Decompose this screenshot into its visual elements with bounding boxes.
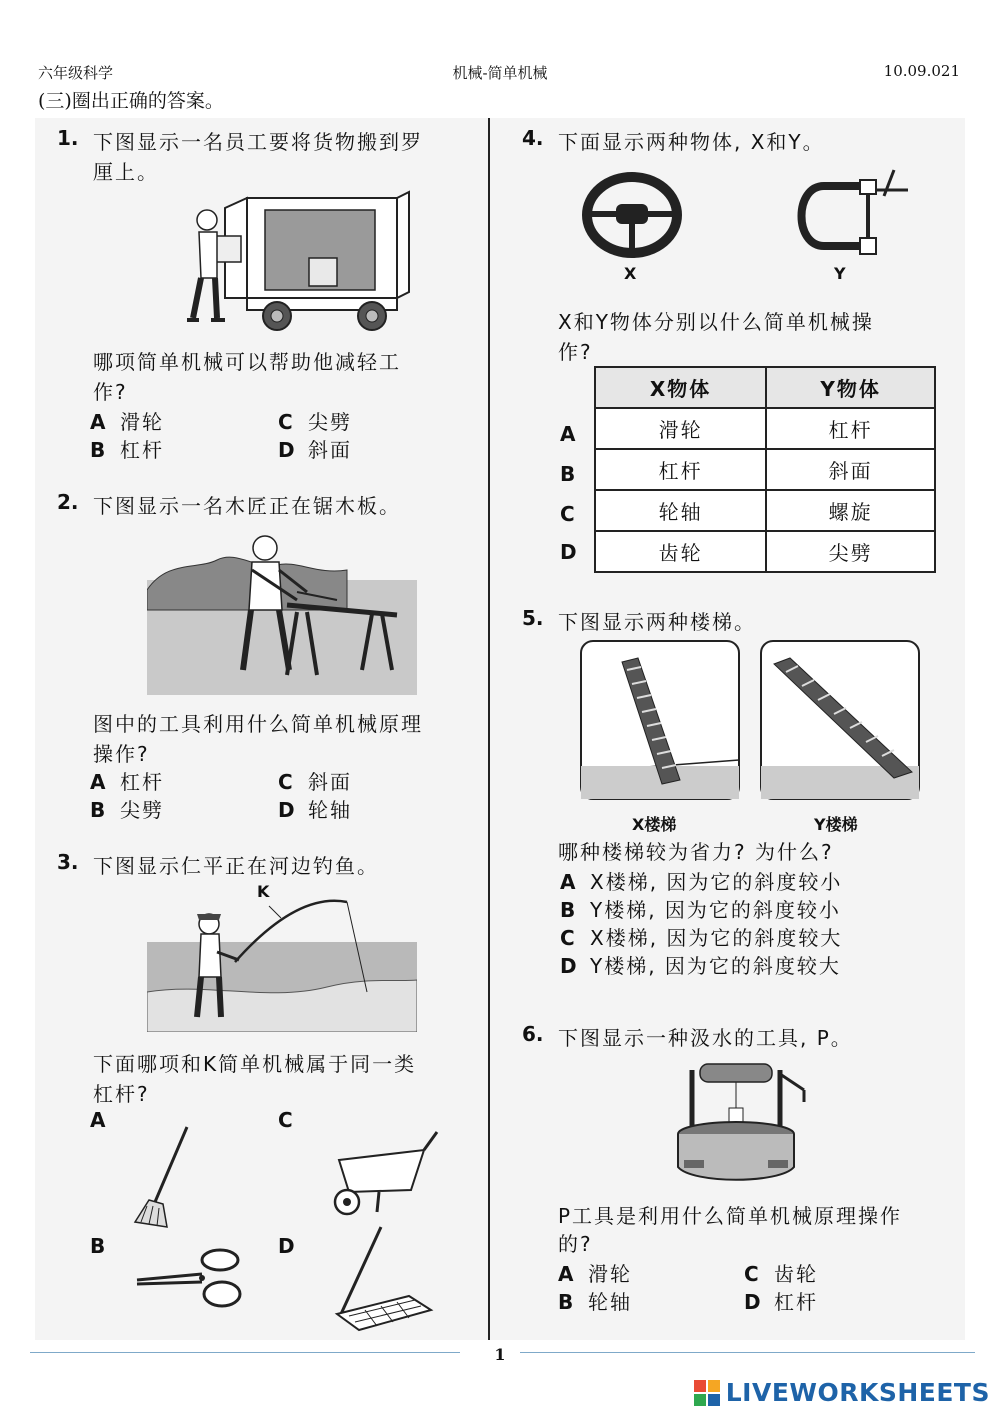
- question-4: [522, 126, 952, 576]
- worksheet-scan: [35, 118, 965, 1340]
- c-clamp-icon: [784, 166, 914, 261]
- brand-name: LIVEWORKSHEETS: [725, 1378, 990, 1407]
- logo-icon: [694, 1380, 720, 1406]
- broom-icon: [127, 1122, 197, 1232]
- option-a[interactable]: A 杠杆: [90, 770, 164, 794]
- option-c[interactable]: C 齿轮: [744, 1262, 818, 1286]
- question-1: [57, 126, 477, 466]
- liveworksheets-logo: [694, 1378, 990, 1407]
- table-header-y: Y物体: [766, 367, 935, 408]
- option-a[interactable]: A 滑轮: [558, 1262, 632, 1286]
- option-c[interactable]: C: [278, 1108, 295, 1132]
- caption-y: Y: [834, 264, 846, 283]
- caption-x: X: [624, 264, 637, 283]
- question-prompt: X和Y物体分别以什么简单机械操: [558, 310, 874, 334]
- option-d[interactable]: D: [560, 540, 579, 564]
- water-well-illustration: [672, 1062, 822, 1187]
- table-row: 齿轮 尖劈: [595, 531, 935, 572]
- question-text: 下面显示两种物体, X和Y。: [558, 130, 825, 154]
- question-3: [57, 850, 477, 1335]
- option-d[interactable]: D Y楼梯, 因为它的斜度较大: [560, 954, 841, 978]
- question-prompt: 图中的工具利用什么简单机械原理: [93, 712, 423, 736]
- tray-lever-icon: [319, 1222, 439, 1332]
- option-a[interactable]: A 滑轮: [90, 410, 164, 434]
- question-prompt: 杠杆?: [93, 1082, 150, 1106]
- question-text: 下图显示一种汲水的工具, P。: [558, 1026, 853, 1050]
- question-prompt: 下面哪项和K简单机械属于同一类: [93, 1052, 417, 1076]
- table-row: 杠杆 斜面: [595, 449, 935, 490]
- option-a[interactable]: A X楼梯, 因为它的斜度较小: [560, 870, 843, 894]
- stair-x-illustration: [580, 640, 740, 800]
- option-d[interactable]: D 斜面: [278, 438, 352, 462]
- question-text: 下图显示一名员工要将货物搬到罗: [93, 130, 423, 154]
- scissors-icon: [132, 1242, 252, 1312]
- k-label: K: [257, 882, 272, 901]
- option-d[interactable]: D 轮轴: [278, 798, 352, 822]
- option-b[interactable]: B 轮轴: [558, 1290, 632, 1314]
- question-prompt: 操作?: [93, 742, 150, 766]
- option-c[interactable]: C 尖劈: [278, 410, 352, 434]
- carpenter-sawing-illustration: [147, 530, 417, 695]
- option-b[interactable]: B 尖劈: [90, 798, 164, 822]
- question-prompt: 哪项简单机械可以帮助他减轻工: [93, 350, 401, 374]
- page-number: 1: [494, 1345, 506, 1364]
- question-prompt: 哪种楼梯较为省力? 为什么?: [558, 840, 834, 864]
- stair-y-illustration: [760, 640, 920, 800]
- question-2: [57, 490, 477, 820]
- column-divider: [488, 118, 490, 1340]
- question-number: 4.: [522, 126, 544, 150]
- table-row: 轮轴 螺旋: [595, 490, 935, 531]
- question-number: 5.: [522, 606, 544, 630]
- question-6: [522, 1022, 952, 1322]
- answer-table: [594, 366, 936, 573]
- question-5: [522, 606, 952, 986]
- option-c[interactable]: C 斜面: [278, 770, 352, 794]
- question-number: 3.: [57, 850, 79, 874]
- question-text: 下图显示仁平正在河边钓鱼。: [93, 854, 379, 878]
- caption-stair-x: X楼梯: [632, 815, 677, 834]
- question-text: 下图显示两种楼梯。: [558, 610, 756, 634]
- question-prompt: P工具是利用什么简单机械原理操作: [558, 1204, 903, 1228]
- option-c[interactable]: C: [560, 502, 577, 526]
- fishing-illustration: [147, 882, 417, 1032]
- table-header-x: X物体: [595, 367, 766, 408]
- instruction: (三)圈出正确的答案。: [38, 90, 224, 112]
- option-b[interactable]: B: [560, 462, 578, 486]
- option-b[interactable]: B 杠杆: [90, 438, 164, 462]
- option-d[interactable]: D 杠杆: [744, 1290, 818, 1314]
- header-topic: 机械-简单机械: [452, 64, 548, 82]
- header-date: 10.09.021: [883, 62, 960, 80]
- question-prompt: 作?: [93, 380, 128, 404]
- option-b[interactable]: B: [90, 1234, 108, 1258]
- question-number: 1.: [57, 126, 79, 150]
- question-text: 厘上。: [93, 160, 159, 184]
- question-number: 6.: [522, 1022, 544, 1046]
- question-prompt: 作?: [558, 340, 593, 364]
- question-prompt: 的?: [558, 1232, 593, 1256]
- steering-wheel-icon: [582, 170, 682, 260]
- option-c[interactable]: C X楼梯, 因为它的斜度较大: [560, 926, 843, 950]
- question-text: 下图显示一名木匠正在锯木板。: [93, 494, 401, 518]
- caption-stair-y: Y楼梯: [814, 815, 858, 834]
- table-row: 滑轮 杠杆: [595, 408, 935, 449]
- option-a[interactable]: A: [90, 1108, 108, 1132]
- worker-truck-illustration: [177, 188, 417, 348]
- question-number: 2.: [57, 490, 79, 514]
- option-b[interactable]: B Y楼梯, 因为它的斜度较小: [560, 898, 841, 922]
- wheelbarrow-icon: [319, 1120, 439, 1220]
- option-d[interactable]: D: [278, 1234, 297, 1258]
- option-a[interactable]: A: [560, 422, 578, 446]
- header-subject: 六年级科学: [38, 64, 114, 82]
